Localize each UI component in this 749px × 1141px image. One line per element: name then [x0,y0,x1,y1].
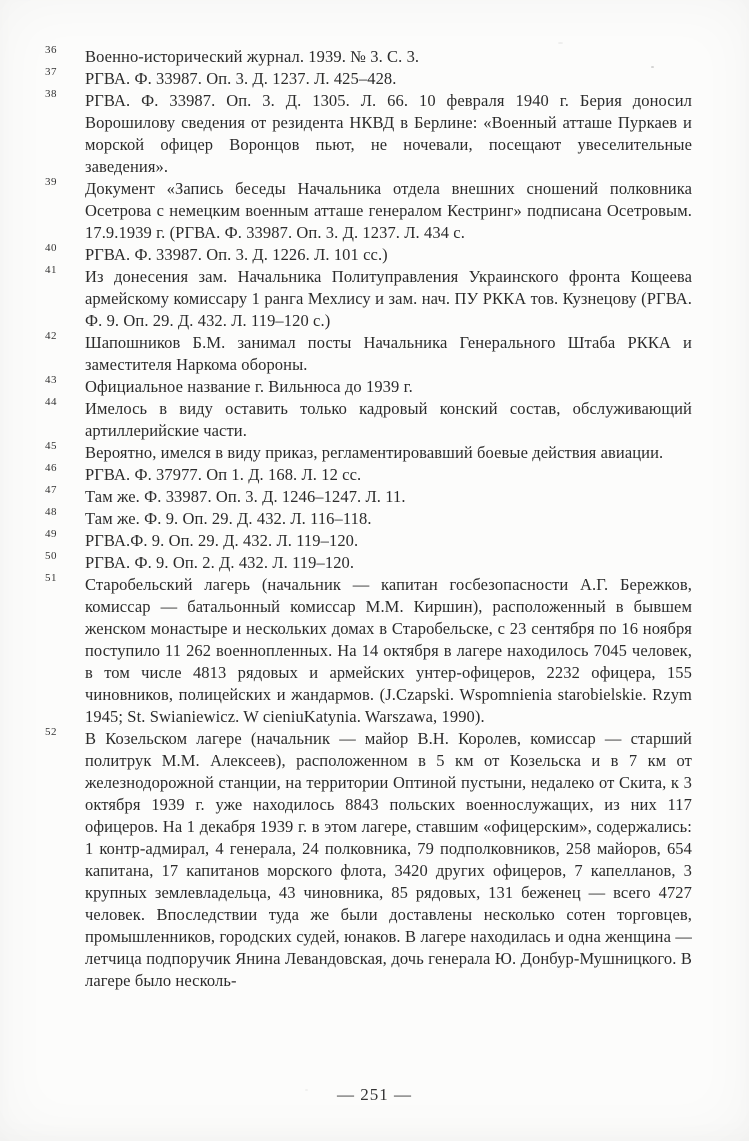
footnote-text: РГВА.Ф. 9. Оп. 29. Д. 432. Л. 119–120. [85,531,359,550]
footnote-text: Старобельский лагерь (начальник — капитан госбезопасности А.Г. Бережков, комиссар — батальонный комиссар М.М. Киршин), расположенный в бывшем женском монастыре и нескольких домах в Старобельске, с 23 сентября по 16 ноября поступило 11 262 военнопленных. На 14 октября в лагере находилось 7045 человек, в том числе 4813 рядовых и армейских унтер-офицеров, 2232 офицера, 155 чиновников, полицейских и жандармов. (J.Czapski. Wspomnienia starobielskie. Rzym 1945; St. Swianiewicz. W cieniuKatynia. Warszawa, 1990). [85,575,692,726]
footnote-item [45,728,692,992]
footnote-item [45,442,692,464]
footnote-item [45,266,692,332]
footnote-number: 39 [45,176,57,188]
footnote-number: 46 [45,462,57,474]
footnote-item [45,464,692,486]
footnote-text: Военно-исторический журнал. 1939. № 3. С. 3. [85,47,420,66]
footnote-item [45,332,692,376]
footnote-text: В Козельском лагере (начальник — майор В.Н. Королев, комиссар — старший политрук М.М. Алексеев), расположенном в 5 км от Козельска и в 7 км от железнодорожной станции, на территории Оптиной пустыни, недалеко от Скита, к 3 октября 1939 г. уже находилось 8843 польских военнослужащих, из них 117 офицеров. На 1 декабря 1939 г. в этом лагере, ставшим «офицерским», содержались: 1 контр-адмирал, 4 генерала, 24 полковника, 79 подполковников, 258 майоров, 654 капитана, 17 капитанов морского флота, 3420 других офицеров, 7 капелланов, 3 крупных землевладельца, 43 чиновника, 85 рядовых, 131 беженец — всего 4727 человек. Впоследствии туда же были доставлены несколько сотен торговцев, промышленников, городских судей, юнаков. В лагере находилась и одна женщина — летчица подпоручик Янина Левандовская, дочь генерала Ю. Донбур-Мушницкого. В лагере было несколь- [85,729,692,990]
footnote-number: 37 [45,66,57,78]
footnote-number: 48 [45,506,57,518]
footnote-item [45,508,692,530]
footnote-item [45,398,692,442]
page-number: — 251 — [337,1085,412,1104]
footnote-text: РГВА. Ф. 33987. Оп. 3. Д. 1237. Л. 425–428. [85,69,397,88]
scan-speck [651,66,654,68]
footnote-number: 49 [45,528,57,540]
footnote-item [45,530,692,552]
footnote-item [45,46,692,68]
footnote-text: РГВА. Ф. 37977. Оп 1. Д. 168. Л. 12 сс. [85,465,362,484]
footnote-text: РГВА. Ф. 33987. Оп. 3. Д. 1305. Л. 66. 10 февраля 1940 г. Берия доносил Ворошилову сведения от резидента НКВД в Берлине: «Военный атташе Пуркаев и морской офицер Воронцов пьют, не ночевали, посещают увеселительные заведения». [85,91,692,176]
footnote-number: 42 [45,330,57,342]
footnote-number: 47 [45,484,57,496]
footnote-text: Имелось в виду оставить только кадровый конский состав, обслуживающий артиллерийские части. [85,399,692,440]
footnote-text: Шапошников Б.М. занимал посты Начальника Генерального Штаба РККА и заместителя Наркома обороны. [85,333,692,374]
footnote-text: Официальное название г. Вильнюса до 1939 г. [85,377,413,396]
footnote-item [45,68,692,90]
footnote-text: Там же. Ф. 9. Оп. 29. Д. 432. Л. 116–118. [85,509,372,528]
footnote-item [45,552,692,574]
footnote-number: 50 [45,550,57,562]
footnote-item [45,244,692,266]
footnote-text: РГВА. Ф. 9. Оп. 2. Д. 432. Л. 119–120. [85,553,355,572]
footnote-text: Из донесения зам. Начальника Политуправления Украинского фронта Кощеева армейскому комиссару 1 ранга Мехлису и зам. нач. ПУ РККА тов. Кузнецову (РГВА. Ф. 9. Оп. 29. Д. 432. Л. 119–120 с.) [85,267,692,330]
footnote-number: 43 [45,374,57,386]
footnote-text: Документ «Запись беседы Начальника отдела внешних сношений полковника Осетрова с немецким военным атташе генералом Кестринг» подписана Осетровым. 17.9.1939 г. (РГВА. Ф. 33987. Оп. 3. Д. 1237. Л. 434 с. [85,179,692,242]
footnote-item [45,486,692,508]
footnote-number: 41 [45,264,57,276]
footnote-number: 38 [45,88,57,100]
footnote-number: 36 [45,44,57,56]
footnotes-list [45,46,692,992]
footnote-item [45,178,692,244]
footnote-number: 40 [45,242,57,254]
footnote-text: Там же. Ф. 33987. Оп. 3. Д. 1246–1247. Л. 11. [85,487,406,506]
footnote-text: РГВА. Ф. 33987. Оп. 3. Д. 1226. Л. 101 сс.) [85,245,388,264]
footnote-item [45,574,692,728]
footnote-number: 52 [45,726,57,738]
footnote-number: 51 [45,572,57,584]
footnote-item [45,90,692,178]
footnote-number: 44 [45,396,57,408]
scan-speck [305,1089,308,1091]
footnote-number: 45 [45,440,57,452]
footnote-text: Вероятно, имелся в виду приказ, регламентировавший боевые действия авиации. [85,443,664,462]
footnote-item [45,376,692,398]
scan-speck [558,42,563,44]
